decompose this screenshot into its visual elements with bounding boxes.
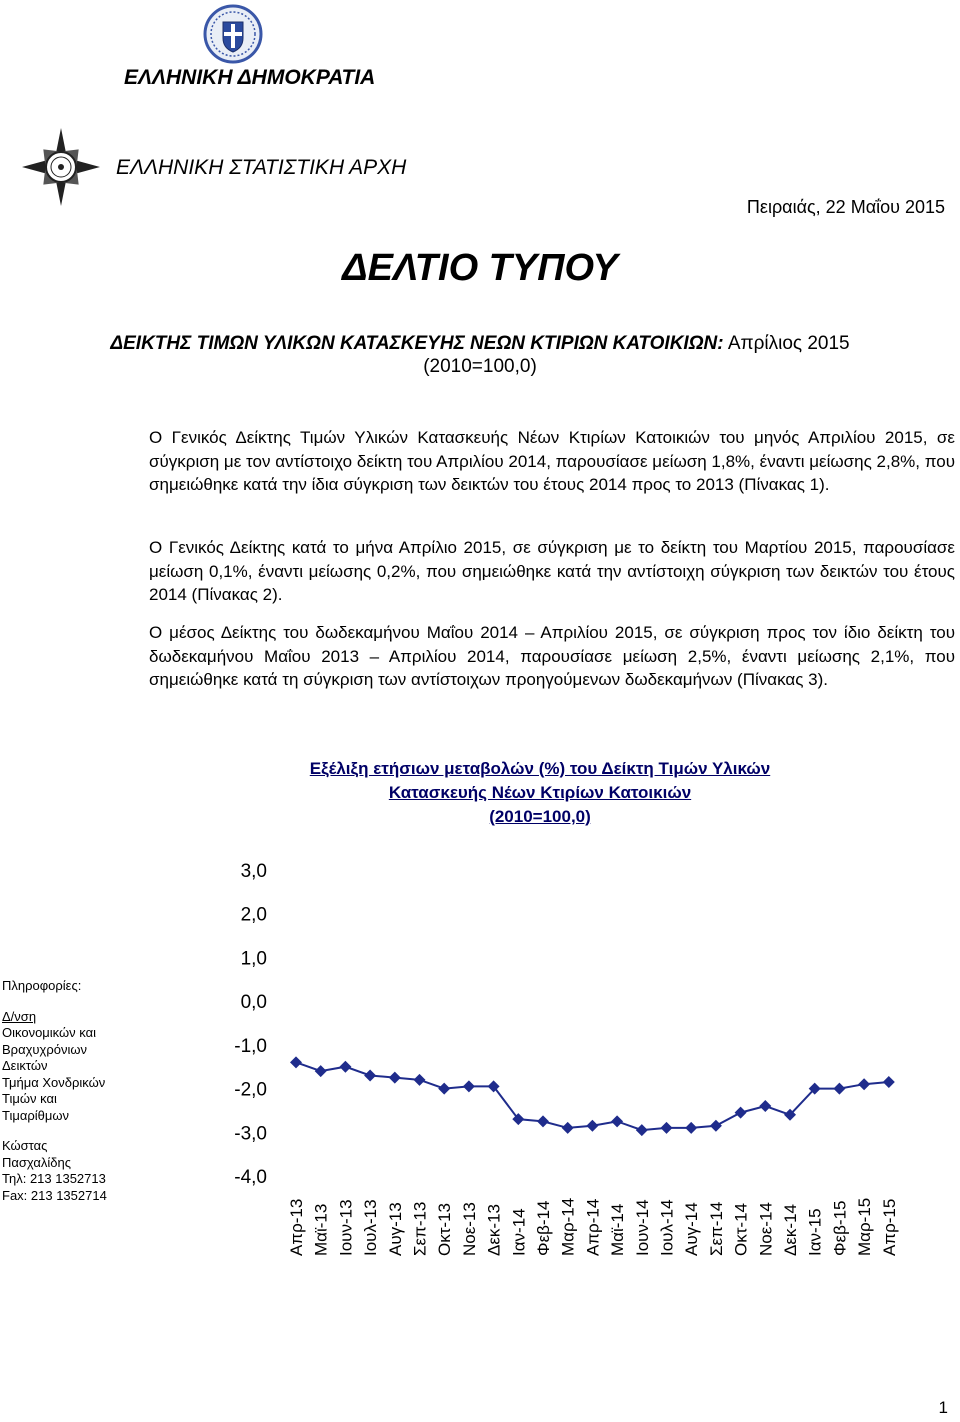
- x-tick-label: Αυγ-14: [682, 1202, 702, 1256]
- data-point: [537, 1115, 549, 1127]
- chart-title-line-3: (2010=100,0): [489, 807, 591, 826]
- y-tick-label: 3,0: [240, 861, 267, 882]
- y-tick-label: 1,0: [240, 948, 267, 970]
- person-fax: Fax: 213 1352714: [2, 1187, 107, 1203]
- data-point: [636, 1124, 648, 1136]
- x-tick-label: Ιουλ-13: [361, 1199, 381, 1256]
- x-tick-label: Νοε-13: [459, 1202, 479, 1256]
- y-tick-label: 2,0: [240, 904, 267, 926]
- y-tick-label: -4,0: [234, 1167, 267, 1188]
- data-point: [611, 1115, 623, 1127]
- contact-department: [2, 1009, 142, 1125]
- data-point: [685, 1122, 697, 1134]
- contact-person: [2, 1138, 142, 1204]
- chart-title: [285, 757, 795, 829]
- x-tick-label: Αυγ-13: [385, 1202, 405, 1256]
- data-point: [512, 1113, 524, 1125]
- person-first-name: Κώστας: [2, 1138, 48, 1153]
- data-point: [488, 1080, 500, 1092]
- department-line: Τιμών και: [2, 1091, 57, 1106]
- x-tick-label: Οκτ-14: [731, 1202, 751, 1256]
- headline-index-name: ΔΕΙΚΤΗΣ ΤΙΜΩΝ ΥΛΙΚΩΝ ΚΑΤΑΣΚΕΥΗΣ ΝΕΩΝ ΚΤΙΡΙΩΝ ΚΑΤΟΙΚΙΩΝ:: [110, 333, 724, 354]
- x-tick-label: Απρ-15: [879, 1198, 899, 1256]
- headline-period: Απρίλιος 2015: [723, 333, 850, 354]
- y-tick-label: -3,0: [234, 1123, 267, 1145]
- headline: [0, 332, 960, 378]
- data-point: [389, 1072, 401, 1084]
- data-point: [883, 1076, 895, 1088]
- x-tick-label: Δεκ-13: [484, 1203, 504, 1256]
- data-point: [463, 1080, 475, 1092]
- department-line: Βραχυχρόνιων: [2, 1041, 88, 1057]
- person-last-name: Πασχαλίδης: [2, 1154, 72, 1170]
- department-line: Δ/νση: [2, 1008, 37, 1024]
- department-line: Δεικτών: [2, 1058, 48, 1073]
- x-tick-label: Απρ-13: [287, 1198, 306, 1256]
- headline-base-year: (2010=100,0): [423, 356, 537, 377]
- x-tick-label: Νοε-14: [756, 1202, 776, 1256]
- press-release-title: ΔΕΛΤΙΟ ΤΥΠΟΥ: [342, 247, 618, 289]
- department-line: Τιμαρίθμων: [2, 1107, 70, 1123]
- x-tick-label: Ιαν-15: [805, 1208, 825, 1256]
- page-number: 1: [938, 1398, 948, 1417]
- x-tick-label: Δεκ-14: [781, 1203, 800, 1256]
- chart-title-line-1: Εξέλιξη ετήσιων μεταβολών (%) του Δείκτη Τιμών Υλικών: [309, 759, 771, 778]
- series-line: [296, 1062, 889, 1130]
- contact-label: Πληροφορίες:: [2, 978, 82, 993]
- chart-title-line-2: Κατασκευής Νέων Κτιρίων Κατοικιών: [388, 783, 692, 802]
- data-point: [339, 1061, 351, 1073]
- department-line: Τμήμα Χονδρικών: [2, 1074, 106, 1090]
- data-point: [414, 1074, 426, 1086]
- data-point: [661, 1122, 673, 1134]
- y-tick-label: -1,0: [234, 1035, 267, 1057]
- emblem-icon: [203, 4, 263, 64]
- data-point: [710, 1120, 722, 1132]
- y-tick-label: 0,0: [240, 992, 267, 1014]
- data-point: [315, 1065, 327, 1077]
- person-phone: Τηλ: 213 1352713: [2, 1171, 106, 1186]
- data-point: [290, 1056, 302, 1068]
- x-tick-label: Απρ-14: [583, 1198, 603, 1256]
- data-point: [562, 1122, 574, 1134]
- x-tick-label: Οκτ-13: [435, 1202, 455, 1256]
- paragraph-monthly-change: Ο Γενικός Δείκτης κατά το μήνα Απρίλιο 2015, σε σύγκριση με το δείκτη του Μαρτίου 2015, παρουσίασε μείωση 0,1%, έναντι μείωσης 0,2%, που σημειώθηκε κατά την αντίστοιχη σύγκριση των δεικτών του έτους 2014 (Πίνακας 2).: [149, 538, 955, 604]
- department-line: Οικονομικών και: [2, 1025, 97, 1040]
- x-tick-label: Ιαν-14: [509, 1208, 529, 1256]
- greek-republic-emblem: [203, 4, 263, 64]
- x-tick-label: Ιουλ-14: [657, 1199, 677, 1256]
- x-tick-label: Σεπ-13: [410, 1201, 430, 1256]
- data-point: [809, 1083, 821, 1095]
- x-tick-label: Ιουν-13: [336, 1199, 356, 1256]
- x-tick-label: Μαϊ-14: [608, 1203, 628, 1256]
- y-tick-label: -2,0: [234, 1079, 267, 1101]
- data-point: [759, 1100, 771, 1112]
- x-tick-label: Σεπ-14: [706, 1201, 726, 1256]
- place-and-date: Πειραιάς, 22 Μαΐου 2015: [746, 197, 945, 217]
- data-point: [833, 1083, 845, 1095]
- x-tick-label: Φεβ-14: [534, 1200, 553, 1256]
- data-point: [364, 1069, 376, 1081]
- contact-info: [2, 978, 142, 1218]
- paragraph-twelve-month-change: Ο μέσος Δείκτης του δωδεκαμήνου Μαΐου 2014 – Απριλίου 2015, σε σύγκριση προς τον ίδιο δείκτη του δωδεκαμήνου Μαΐου 2013 – Απριλίου 2014, παρουσίασε μείωση 2,5%, έναντι μείωσης 2,1%, που σημειώθηκε κατά τη σύγκριση των αντίστοιχων προηγούμενων δωδεκαμήνων (Πίνακας 3).: [149, 623, 955, 689]
- x-tick-label: Μαρ-15: [855, 1197, 875, 1256]
- republic-name: ΕΛΛΗΝΙΚΗ ΔΗΜΟΚΡΑΤΙΑ: [124, 66, 376, 89]
- data-point: [735, 1107, 747, 1119]
- statistical-authority-name: ΕΛΛΗΝΙΚΗ ΣΤΑΤΙΣΤΙΚΗ ΑΡΧΗ: [116, 156, 407, 179]
- data-point: [586, 1120, 598, 1132]
- x-tick-label: Μαρ-14: [558, 1197, 578, 1256]
- data-point: [784, 1109, 796, 1121]
- elstat-logo: [22, 128, 100, 206]
- paragraph-annual-change: Ο Γενικός Δείκτης Τιμών Υλικών Κατασκευής Νέων Κτιρίων Κατοικιών του μηνός Απριλίου 2015, σε σύγκριση με τον αντίστοιχο δείκτη του Απριλίου 2014, παρουσίασε μείωση 1,8%, έναντι μείωσης 2,8%, που σημειώθηκε κατά την ίδια σύγκριση των δεικτών του έτους 2014 προς το 2013 (Πίνακας 1).: [149, 428, 955, 494]
- data-point: [858, 1078, 870, 1090]
- x-tick-label: Ιουν-14: [632, 1199, 652, 1256]
- x-tick-label: Φεβ-15: [830, 1200, 850, 1256]
- data-point: [438, 1083, 450, 1095]
- compass-star-icon: [22, 128, 100, 206]
- x-tick-label: Μαϊ-13: [311, 1203, 331, 1256]
